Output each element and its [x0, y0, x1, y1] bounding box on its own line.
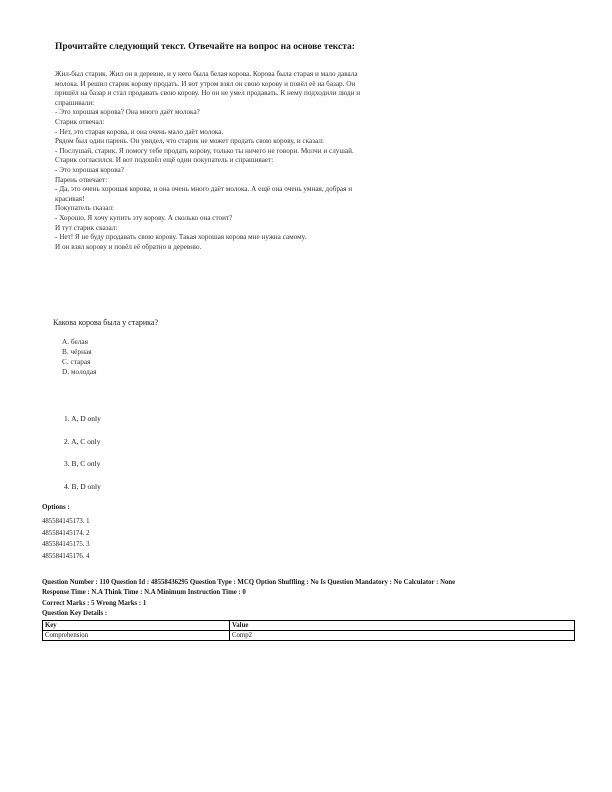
option-id: 485584145174. 2	[42, 529, 90, 537]
passage-line: Жил-был старик. Жил он в деревне, и у него была белая корова. Корова была старая и мало давала	[55, 70, 358, 78]
question-metadata	[42, 578, 455, 620]
question-text: Какова корова была у старика?	[53, 318, 159, 327]
passage-line: - Хорошо. Я хочу купить эту корову. А сколько она стоит?	[55, 213, 233, 222]
options-label: Options :	[42, 503, 70, 511]
passage-line: - Это хорошая корова? Она много даёт молока?	[55, 108, 200, 117]
passage-line: Старик отвечал:	[55, 117, 105, 126]
instruction-heading: Прочитайте следующий текст. Отвечайте на вопрос на основе текста:	[55, 42, 355, 52]
passage-line: - Нет, это старая корова, и она очень мало даёт молока.	[55, 127, 224, 136]
choice-item: A. белая	[62, 337, 89, 346]
answer-options	[64, 414, 101, 504]
option-id-list	[42, 516, 90, 563]
metadata-line: Correct Marks : 5 Wrong Marks : 1	[42, 599, 147, 607]
choice-list	[62, 337, 96, 377]
passage-line: И он взял корову и повёл её обратно в деревню.	[55, 242, 202, 251]
passage-line: И тут старик сказал:	[55, 223, 118, 232]
choice-item: C. старая	[62, 357, 91, 366]
metadata-line: Response Time : N.A Think Time : N.A Minimum Instruction Time : 0	[42, 589, 246, 597]
passage-line: Старик согласился. И вот подошёл ещё один покупатель и спрашивает:	[55, 156, 274, 165]
choice-item: B. чёрная	[62, 347, 92, 356]
passage-line: - Это хорошая корова?	[55, 165, 124, 174]
option-id: 485584145173. 1	[42, 518, 90, 525]
passage-line: спрашивали:	[55, 98, 95, 107]
passage-line: Рядом был один парень. Он увидел, что старик не может продать свою корову, и сказал:	[55, 137, 324, 146]
reading-passage	[55, 70, 485, 252]
passage-line: пришёл на базар и стал продавать свою корову. Но он не умел продавать. К нему подходили люди и	[55, 89, 361, 98]
table-header-cell: Key	[43, 621, 230, 631]
table-header-cell: Value	[230, 621, 575, 631]
answer-option[interactable]: 4. B, D only	[64, 481, 101, 491]
passage-line: Парень отвечает:	[55, 175, 108, 184]
answer-option[interactable]: 2. A, C only	[64, 436, 101, 446]
passage-line: красивая!	[55, 194, 85, 203]
option-id: 485584145176. 4	[42, 553, 90, 561]
passage-line: Покупатель сказал:	[55, 204, 115, 213]
table-cell: Comprehension	[43, 631, 230, 641]
choice-item: D. молодая	[62, 367, 97, 376]
metadata-line: Question Key Details :	[42, 610, 108, 618]
answer-option[interactable]: 3. B, C only	[64, 459, 101, 468]
passage-line: - Нет! Я не буду продавать свою корову. Такая хорошая корова мне нужна самому.	[55, 233, 307, 242]
option-id: 485584145175. 3	[42, 541, 90, 549]
answer-option[interactable]: 1. A, D only	[64, 414, 101, 423]
passage-line: молока. И решил старик корову продать. И вот утром взял он свою корову и повёл её на базар. Он	[55, 79, 356, 88]
metadata-line: Question Number : 110 Question Id : 48558436295 Question Type : MCQ Option Shuffling : No Is Question Mandatory : No Calculator : None	[42, 579, 456, 586]
table-row	[43, 631, 575, 641]
table-header-row	[43, 621, 575, 631]
passage-line: - Послушай, старик. Я помогу тебе продать корову, только ты ничего не говори. Молчи и слушай.	[55, 146, 354, 155]
question-key-table	[42, 620, 575, 641]
passage-line: - Да, это очень хорошая корова, и она очень много даёт молока. А ещё она очень умная, добрая и	[55, 185, 353, 194]
table-cell: Comp2	[230, 631, 575, 641]
